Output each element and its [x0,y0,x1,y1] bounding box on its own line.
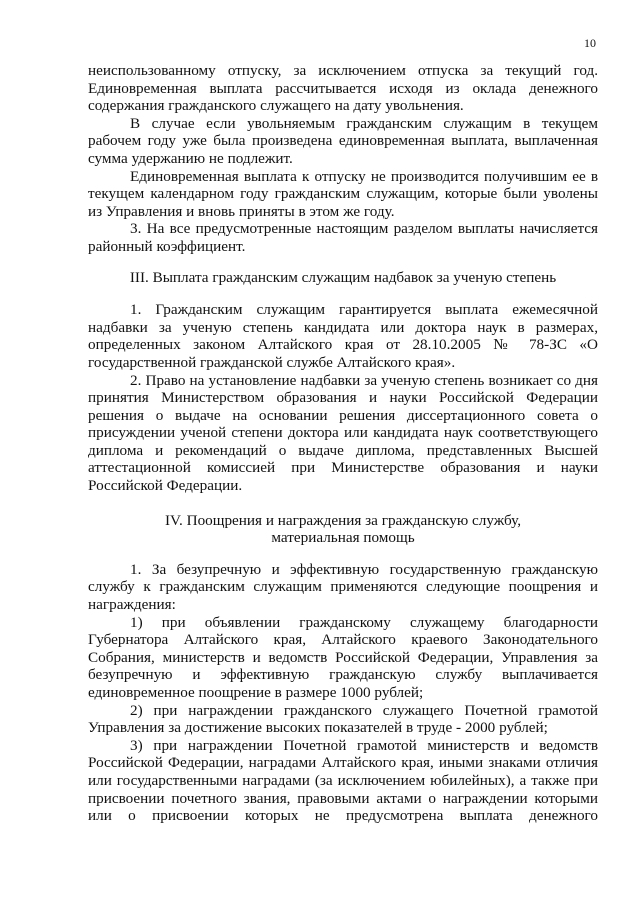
paragraph-degree-allowance: 1. Гражданским служащим гарантируется выплата ежемесячной надбавки за ученую степень кандидата или доктора наук в размерах, определенных законом Алтайского края от 28.10.2005 № 78-ЗС «О государственной гражданской службе Алтайского края». [88,301,598,371]
paragraph-regional-coefficient: 3. На все предусмотренные настоящим разделом выплаты начисляется районный коэффициент. [88,220,598,255]
list-item-1: 1) при объявлении гражданскому служащему благодарности Губернатора Алтайского края, Алтайского краевого Законодательного Собрания, министерств и ведомств Российской Федерации, Управления за безупречную и эффективную гражданскую службу выплачивается единовременное поощрение в размере 1000 рублей; [88,613,598,701]
list-item-2: 2) при награждении гражданского служащего Почетной грамотой Управления за достижение высоких показателей в труде - 2000 рублей; [88,701,598,737]
page-number: 10 [584,36,596,50]
section-heading-4-line-1: IV. Поощрения и награждения за гражданскую службу, [164,511,522,529]
paragraph-degree-right: 2. Право на установление надбавки за ученую степень возникает со дня принятия Министерством образования и науки Российской Федерации решения о выдаче на основании решения диссертационного совета о присуждении ученой степени доктора или кандидата наук соответствующего диплома и рекомендаций о выдаче диплома, представленных Высшей аттестационной комиссией при Министерстве образования и науки Российской Федерации. [88,371,598,495]
paragraph-prior-payment: В случае если увольняемым гражданским служащим в текущем рабочем году уже была произведена единовременная выплата, выплаченная сумма удержанию не подлежит. [88,114,598,167]
section-heading-3: III. Выплата гражданским служащим надбавок за ученую степень [129,268,557,286]
paragraph-no-payment-rehired: Единовременная выплата к отпуску не производится получившим ее в текущем календарном году гражданским служащим, которые были уволены из Управления и вновь приняты в этом же году. [88,167,598,220]
list-item-3: 3) при награждении Почетной грамотой министерств и ведомств Российской Федерации, наградами Алтайского края, иными знаками отличия или государственными наградами (за исключением юбилейных), а также при присвоении почетного звания, правовыми актами о награждении которыми или о присвоении которых не предусмотрена выплата денежного [88,736,598,825]
paragraph-incentives-intro: 1. За безупречную и эффективную государственную гражданскую службу к гражданским служащим применяются следующие поощрения и награждения: [88,560,598,614]
section-heading-4-line-2: материальная помощь [271,529,415,547]
document-body [88,62,598,825]
paragraph-continuation: неиспользованному отпуску, за исключением отпуска за текущий год. Единовременная выплата рассчитывается исходя из оклада денежного содержания гражданского служащего на дату увольнения. [88,62,598,115]
